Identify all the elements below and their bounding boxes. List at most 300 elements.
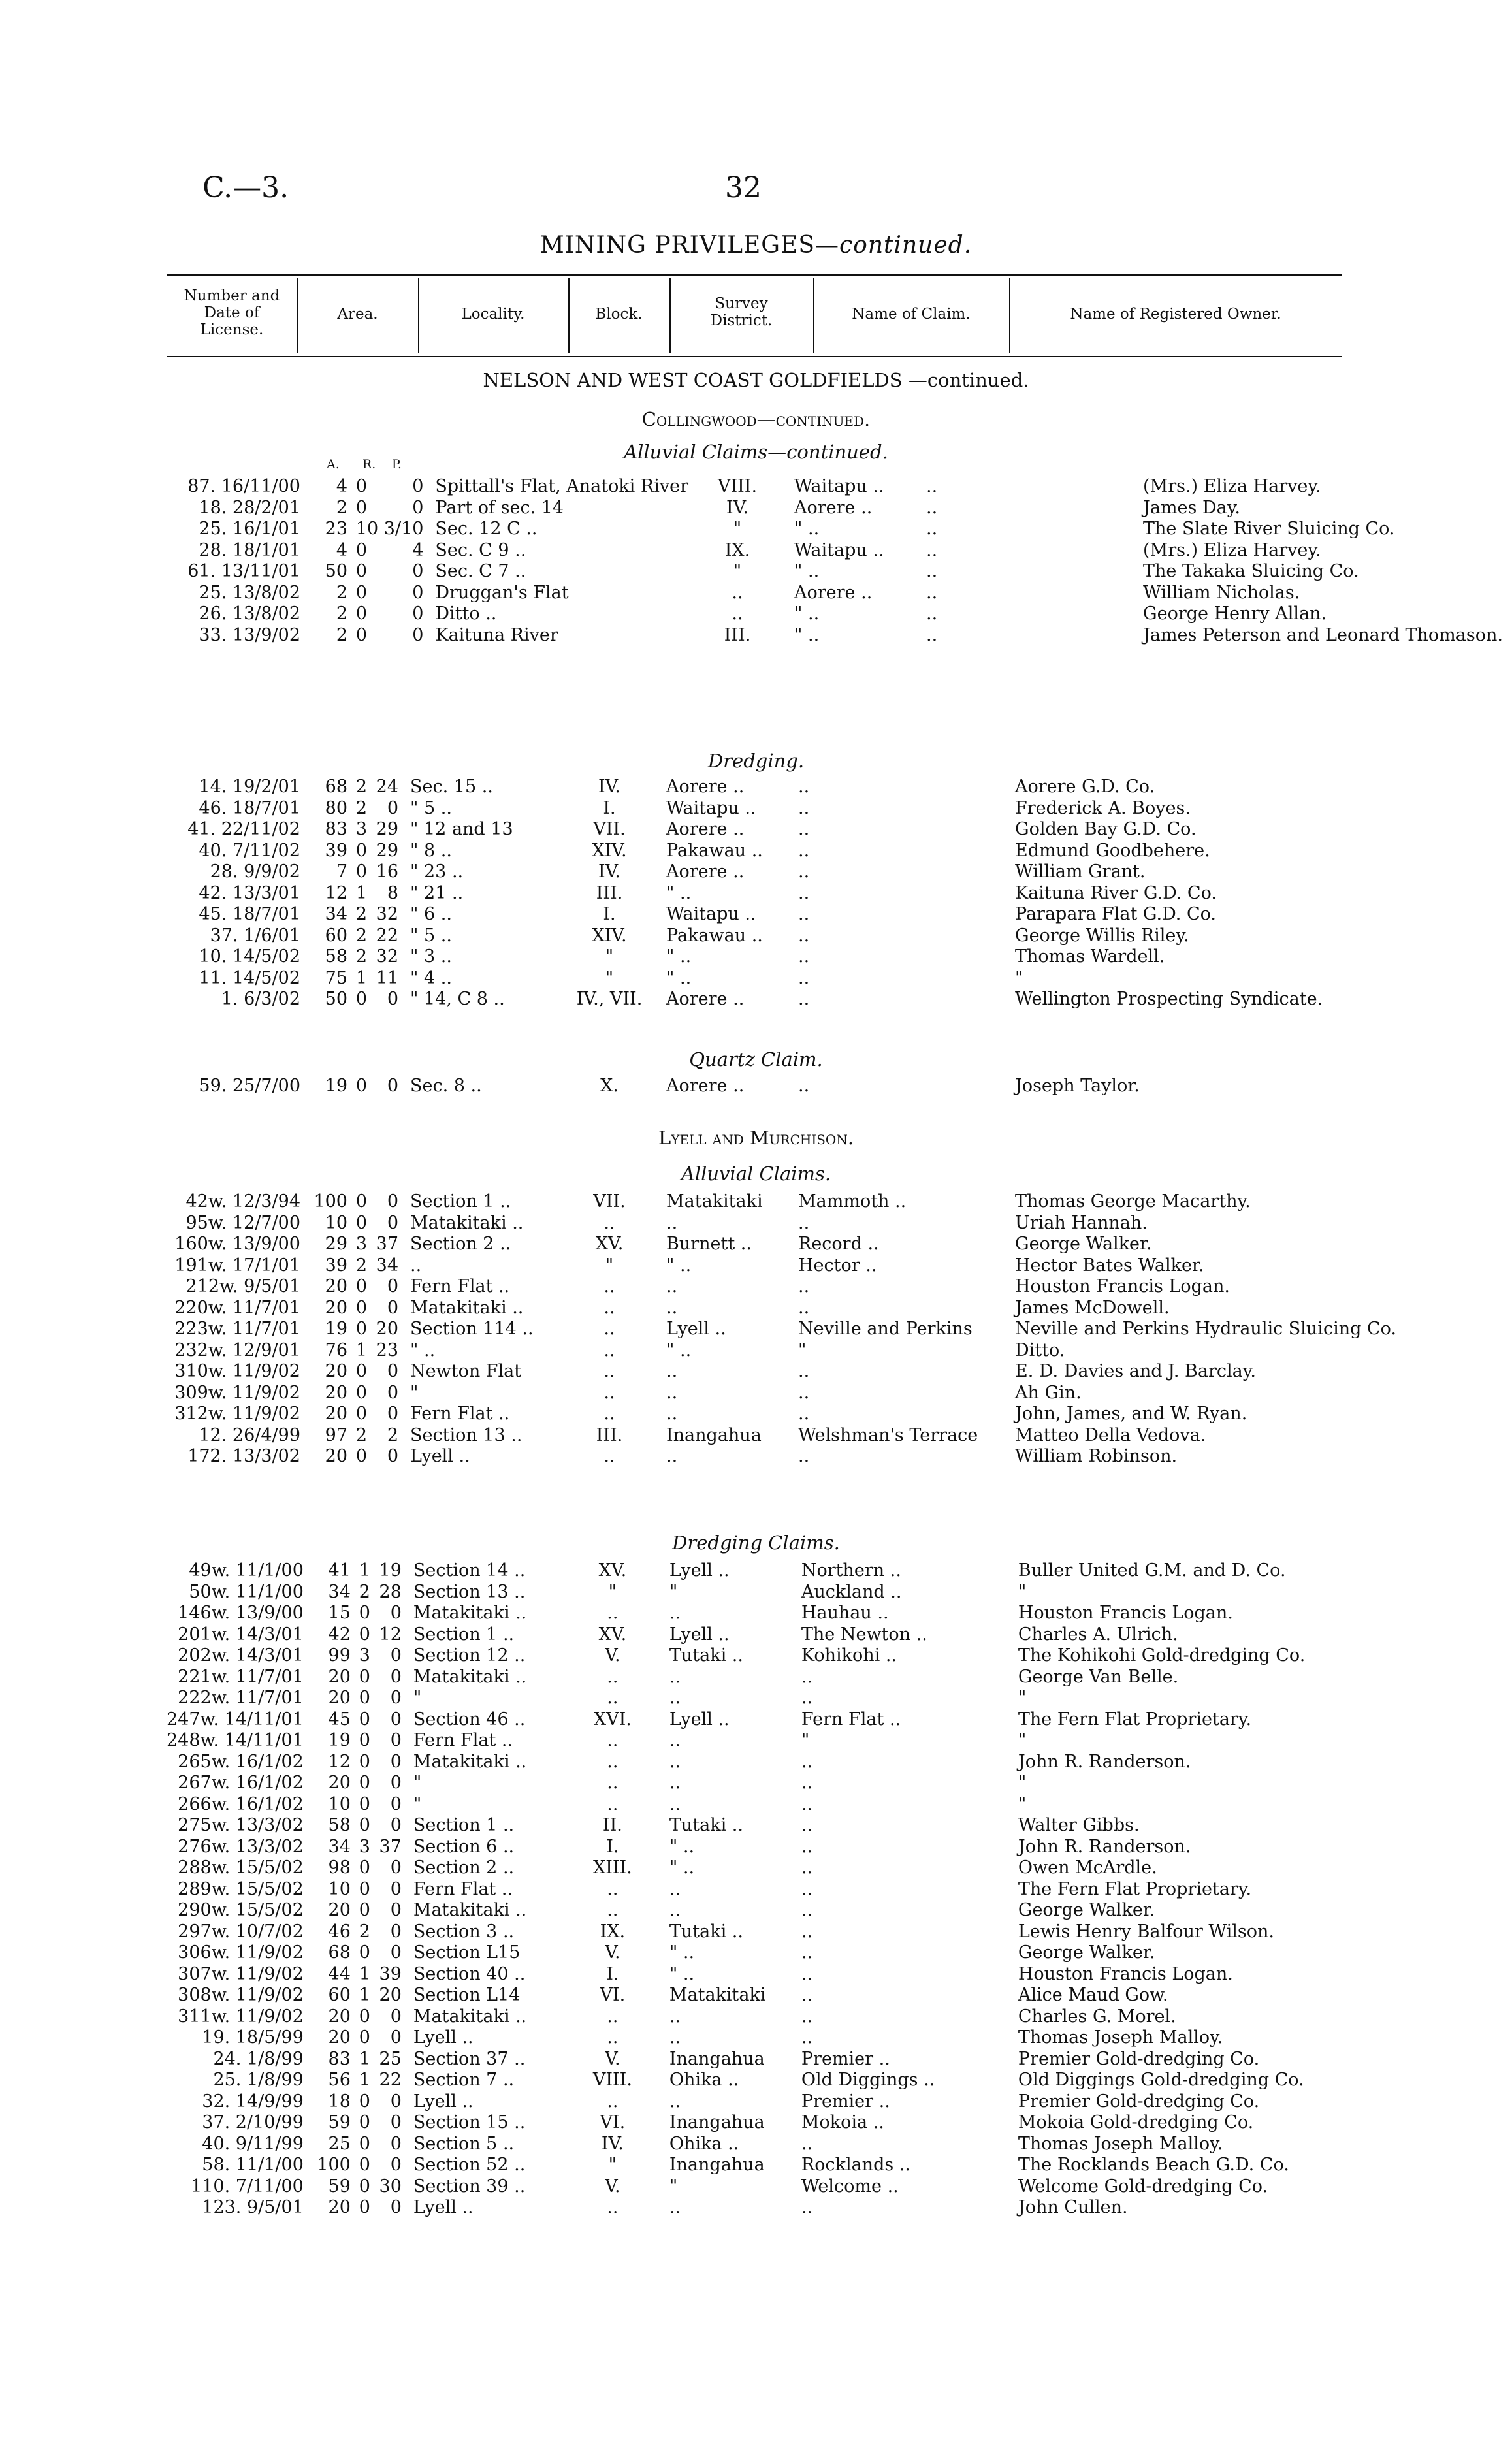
locality-cell: Section 37 ..: [413, 2048, 526, 2069]
license-cell: 191w. 17/1/01: [174, 1255, 300, 1276]
area-perches-cell: 0: [390, 2027, 402, 2048]
table-row: [167, 498, 1509, 520]
area-acres-cell: 39: [325, 1255, 347, 1276]
survey-district-cell: Ohika ..: [669, 2070, 739, 2090]
license-cell: 201w. 14/3/01: [178, 1624, 304, 1645]
area-roods-cell: 0: [355, 1319, 367, 1339]
block-cell: ": [733, 561, 742, 581]
claim-name-cell: ..: [926, 519, 938, 539]
area-perches-cell: 11: [376, 967, 398, 988]
owner-cell: (Mrs.) Eliza Harvey.: [1143, 476, 1321, 496]
claim-name-cell: Record ..: [798, 1234, 879, 1254]
license-cell: 41. 22/11/02: [187, 819, 300, 839]
area-roods-cell: 0: [359, 2155, 370, 2175]
area-perches-cell: 0: [412, 624, 424, 645]
license-cell: 40. 7/11/02: [199, 840, 300, 861]
area-perches-cell: 0: [390, 2155, 402, 2175]
claims-heading: Dredging Claims.: [672, 1532, 840, 1554]
col-header-survey-district: Survey District.: [710, 295, 773, 329]
area-roods-cell: 2: [359, 1581, 370, 1602]
block-cell: ..: [732, 603, 743, 624]
area-acres-cell: 18: [328, 2091, 351, 2112]
locality-cell: Ditto ..: [435, 603, 497, 624]
area-perches-cell: 32: [376, 946, 398, 967]
area-acres-cell: 12: [328, 1751, 351, 1772]
area-roods-cell: 0: [359, 2027, 370, 2048]
col-divider: [568, 278, 570, 353]
table-row: [167, 1426, 1396, 1447]
owner-cell: E. D. Davies and J. Barclay.: [1015, 1361, 1256, 1381]
area-acres-cell: 20: [328, 2006, 351, 2027]
owner-cell: Kaituna River G.D. Co.: [1015, 882, 1217, 903]
owner-cell: George Willis Riley.: [1015, 925, 1189, 946]
block-cell: ..: [603, 1446, 615, 1466]
survey-district-cell: ..: [669, 1793, 681, 1814]
area-roods-cell: 2: [355, 946, 367, 967]
owner-cell: Buller United G.M. and D. Co.: [1018, 1560, 1286, 1581]
col-divider: [297, 278, 298, 353]
block-cell: ..: [607, 1666, 619, 1687]
license-cell: 310w. 11/9/02: [174, 1361, 300, 1381]
block-cell: ..: [603, 1297, 615, 1318]
table-row: [167, 2155, 1384, 2177]
claim-name-cell: ..: [798, 1382, 810, 1403]
block-cell: IV.: [598, 777, 621, 797]
license-cell: 202w. 14/3/01: [178, 1645, 304, 1665]
area-acres-cell: 75: [325, 967, 347, 988]
table-row: [167, 1901, 1384, 1922]
area-roods-cell: 0: [355, 603, 367, 624]
area-perches-cell: 0: [412, 497, 424, 518]
owner-cell: Joseph Taylor.: [1015, 1076, 1140, 1096]
area-roods-cell: 1: [355, 519, 367, 539]
area-roods-cell: 0: [359, 1815, 370, 1835]
owner-cell: Premier Gold-dredging Co.: [1018, 2091, 1260, 2112]
area-unit-a: A.: [327, 457, 340, 472]
area-roods-cell: 0: [359, 1858, 370, 1878]
claim-name-cell: ..: [798, 925, 810, 946]
owner-cell: Frederick A. Boyes.: [1015, 797, 1191, 818]
locality-cell: Fern Flat ..: [413, 1878, 513, 1899]
block-cell: V.: [605, 1645, 620, 1665]
area-acres-cell: 20: [325, 1404, 347, 1424]
block-cell: XVI.: [593, 1709, 632, 1729]
survey-district-cell: ..: [669, 1878, 681, 1899]
area-perches-cell: 30: [379, 2176, 402, 2196]
license-cell: 266w. 16/1/02: [178, 1793, 304, 1814]
table-row: [167, 947, 1381, 969]
area-acres-cell: 4: [336, 476, 347, 496]
area-perches-cell: 0 3/10: [367, 519, 424, 539]
table-row: [167, 1667, 1384, 1689]
table-row: [167, 1965, 1384, 1986]
area-perches-cell: 0: [390, 1773, 402, 1793]
claim-name-cell: ..: [798, 819, 810, 839]
area-acres-cell: 83: [328, 2048, 351, 2069]
area-perches-cell: 0: [390, 1730, 402, 1750]
area-acres-cell: 59: [328, 2112, 351, 2132]
block-cell: ": [605, 946, 614, 967]
license-cell: 19. 18/5/99: [202, 2027, 304, 2048]
claim-name-cell: ..: [798, 904, 810, 924]
area-roods-cell: 0: [359, 1603, 370, 1623]
license-cell: 290w. 15/5/02: [178, 1900, 304, 1920]
area-acres-cell: 10: [325, 1212, 347, 1233]
area-perches-cell: 23: [376, 1340, 398, 1360]
owner-cell: Alice Maud Gow.: [1018, 1985, 1168, 2005]
table-row: [167, 1688, 1384, 1710]
area-roods-cell: 0: [359, 1730, 370, 1750]
claim-name-cell: ..: [801, 1688, 813, 1708]
owner-cell: Golden Bay G.D. Co.: [1015, 819, 1197, 839]
locality-cell: Spittall's Flat, Anatoki River: [435, 476, 689, 496]
area-perches-cell: 0: [390, 1858, 402, 1878]
area-acres-cell: 19: [325, 1076, 347, 1096]
locality-cell: Matakitaki ..: [413, 2006, 527, 2027]
block-cell: I.: [606, 1963, 619, 1984]
col-divider: [1009, 278, 1010, 353]
license-cell: 61. 13/11/01: [187, 561, 300, 581]
locality-cell: ": [413, 1688, 422, 1708]
table-row: [167, 1234, 1396, 1256]
claim-name-cell: ..: [798, 840, 810, 861]
area-perches-cell: 0: [387, 1404, 398, 1424]
block-cell: ": [608, 1581, 617, 1602]
block-cell: ": [605, 1255, 614, 1276]
license-cell: 32. 14/9/99: [202, 2091, 304, 2112]
area-perches-cell: 0: [412, 561, 424, 581]
survey-district-cell: ..: [669, 1688, 681, 1708]
area-perches-cell: 39: [379, 1963, 402, 1984]
owner-cell: Wellington Prospecting Syndicate.: [1015, 989, 1323, 1009]
locality-cell: Section 14 ..: [413, 1560, 526, 1581]
owner-cell: James Day.: [1143, 497, 1240, 518]
locality-cell: " ..: [410, 1340, 436, 1360]
page-title: MINING PRIVILEGES—continued.: [539, 232, 973, 259]
locality-cell: Fern Flat ..: [410, 1276, 510, 1296]
area-perches-cell: 0: [387, 1191, 398, 1212]
claims-heading: Alluvial Claims—continued.: [624, 441, 888, 463]
license-cell: 14. 19/2/01: [199, 777, 300, 797]
claim-name-cell: ..: [798, 989, 810, 1009]
owner-cell: Mokoia Gold-dredging Co.: [1018, 2112, 1254, 2132]
area-perches-cell: 0: [412, 582, 424, 603]
table-row: [167, 562, 1509, 583]
col-header-license: Number and Date of License.: [184, 287, 280, 338]
owner-cell: Thomas Joseph Malloy.: [1018, 2133, 1223, 2154]
col-header-locality: Locality.: [461, 306, 525, 323]
area-roods-cell: 1: [355, 882, 367, 903]
area-acres-cell: 2: [336, 624, 347, 645]
license-cell: 288w. 15/5/02: [178, 1858, 304, 1878]
claim-name-cell: ..: [926, 603, 938, 624]
table-row: [167, 519, 1509, 541]
area-roods-cell: 0: [359, 1751, 370, 1772]
area-acres-cell: 2: [336, 603, 347, 624]
area-perches-cell: 0: [387, 1297, 398, 1318]
license-cell: 42w. 12/3/94: [185, 1191, 300, 1212]
area-acres-cell: 39: [325, 840, 347, 861]
license-cell: 42. 13/3/01: [199, 882, 300, 903]
block-cell: IX.: [724, 539, 750, 560]
area-acres-cell: 100: [314, 1191, 347, 1212]
area-roods-cell: 0: [355, 624, 367, 645]
area-acres-cell: 20: [328, 1688, 351, 1708]
area-perches-cell: 2: [387, 1424, 398, 1445]
locality-cell: Section 3 ..: [413, 1921, 515, 1942]
area-perches-cell: 4: [412, 539, 424, 560]
license-cell: 232w. 12/9/01: [174, 1340, 300, 1360]
area-acres-cell: 7: [336, 861, 347, 882]
license-cell: 297w. 10/7/02: [178, 1921, 304, 1942]
area-perches-cell: 0: [390, 1645, 402, 1665]
claim-name-cell: ..: [798, 882, 810, 903]
locality-cell: " 14, C 8 ..: [410, 989, 505, 1009]
owner-cell: John Cullen.: [1018, 2197, 1128, 2217]
locality-cell: Section 12 ..: [413, 1645, 526, 1665]
area-perches-cell: 0: [390, 2112, 402, 2132]
area-roods-cell: 1: [355, 967, 367, 988]
locality-cell: " 21 ..: [410, 882, 464, 903]
locality-cell: Section 5 ..: [413, 2133, 515, 2154]
claim-name-cell: ..: [801, 2197, 813, 2217]
license-cell: 308w. 11/9/02: [178, 1985, 304, 2005]
area-acres-cell: 20: [328, 2197, 351, 2217]
locality-cell: Matakitaki ..: [413, 1666, 527, 1687]
table-row: [167, 2177, 1384, 2198]
survey-district-cell: Inangahua: [669, 2048, 765, 2069]
owner-cell: The Kohikohi Gold-dredging Co.: [1018, 1645, 1306, 1665]
col-header-claim: Name of Claim.: [852, 306, 971, 323]
header-top-rule: [167, 274, 1342, 276]
owner-cell: ": [1018, 1688, 1027, 1708]
locality-cell: " 6 ..: [410, 904, 452, 924]
area-roods-cell: 1: [359, 2048, 370, 2069]
area-acres-cell: 29: [325, 1234, 347, 1254]
header-bottom-rule: [167, 356, 1342, 357]
claim-name-cell: ..: [926, 582, 938, 603]
table-row: [167, 1583, 1384, 1604]
survey-district-cell: Lyell ..: [669, 1624, 730, 1645]
claims-heading: Quartz Claim.: [689, 1048, 823, 1070]
survey-district-cell: " ..: [666, 967, 692, 988]
claim-name-cell: ..: [926, 497, 938, 518]
table-row: [167, 2050, 1384, 2071]
claim-name-cell: ..: [798, 861, 810, 882]
license-cell: 25. 13/8/02: [199, 582, 300, 603]
area-perches-cell: 0: [390, 2006, 402, 2027]
area-acres-cell: 59: [328, 2176, 351, 2196]
area-roods-cell: 0: [355, 989, 367, 1009]
block-cell: ..: [732, 582, 743, 603]
area-perches-cell: 0: [390, 1942, 402, 1963]
table-row: [167, 1383, 1396, 1405]
survey-district-cell: ..: [669, 2027, 681, 2048]
area-roods-cell: 2: [355, 1424, 367, 1445]
area-acres-cell: 60: [328, 1985, 351, 2005]
claim-name-cell: Auckland ..: [801, 1581, 902, 1602]
table-row: [167, 2134, 1384, 2156]
area-roods-cell: 0: [355, 1382, 367, 1403]
license-cell: 59. 25/7/00: [199, 1076, 300, 1096]
area-roods-cell: 2: [355, 904, 367, 924]
area-perches-cell: 0: [390, 1603, 402, 1623]
page-number: 32: [725, 171, 762, 204]
survey-district-cell: ..: [666, 1276, 678, 1296]
survey-district-cell: ..: [669, 1751, 681, 1772]
area-roods-cell: 0: [359, 2091, 370, 2112]
area-roods-cell: 0: [355, 1212, 367, 1233]
table-row: [167, 1256, 1396, 1278]
block-cell: IV.: [601, 2133, 624, 2154]
claim-name-cell: Mokoia ..: [801, 2112, 884, 2132]
survey-district-cell: Tutaki ..: [669, 1921, 743, 1942]
claim-name-cell: ..: [798, 967, 810, 988]
claim-name-cell: ..: [801, 1921, 813, 1942]
survey-district-cell: ..: [669, 2006, 681, 2027]
locality-cell: Section 114 ..: [410, 1319, 534, 1339]
area-acres-cell: 20: [325, 1276, 347, 1296]
area-acres-cell: 83: [325, 819, 347, 839]
survey-district-cell: ..: [666, 1361, 678, 1381]
area-roods-cell: 0: [359, 1878, 370, 1899]
claim-name-cell: ": [801, 1730, 810, 1750]
area-perches-cell: 0: [412, 476, 424, 496]
survey-district-cell: ..: [669, 1900, 681, 1920]
table-row: [167, 541, 1509, 562]
claim-name-cell: ..: [801, 1666, 813, 1687]
license-cell: 172. 13/3/02: [187, 1446, 300, 1466]
license-cell: 212w. 9/5/01: [185, 1276, 300, 1296]
table-row: [167, 2028, 1384, 2050]
owner-cell: Edmund Goodbehere.: [1015, 840, 1210, 861]
locality-cell: " 5 ..: [410, 925, 452, 946]
owner-cell: George Henry Allan.: [1143, 603, 1327, 624]
claim-name-cell: ..: [926, 561, 938, 581]
area-acres-cell: 12: [325, 882, 347, 903]
license-cell: 311w. 11/9/02: [178, 2006, 304, 2027]
area-perches-cell: 0: [390, 1900, 402, 1920]
claim-name-cell: ": [798, 1340, 807, 1360]
license-cell: 223w. 11/7/01: [174, 1319, 300, 1339]
survey-district-cell: " ..: [669, 1963, 695, 1984]
locality-cell: Section 52 ..: [413, 2155, 526, 2175]
license-cell: 306w. 11/9/02: [178, 1942, 304, 1963]
locality-cell: ": [413, 1773, 422, 1793]
claims-heading: Dredging.: [707, 750, 805, 772]
license-cell: 45. 18/7/01: [199, 904, 300, 924]
claim-name-cell: ..: [801, 1900, 813, 1920]
claim-name-cell: ..: [801, 1773, 813, 1793]
table-row: [167, 799, 1381, 820]
owner-cell: (Mrs.) Eliza Harvey.: [1143, 539, 1321, 560]
area-perches-cell: 0: [390, 1709, 402, 1729]
area-acres-cell: 44: [328, 1963, 351, 1984]
claims-table: [167, 1076, 1381, 1098]
block-cell: XIV.: [592, 840, 627, 861]
area-perches-cell: 20: [379, 1985, 402, 2005]
table-row: [167, 1561, 1384, 1583]
area-perches-cell: 0: [390, 1688, 402, 1708]
survey-district-cell: " ..: [666, 1340, 692, 1360]
table-row: [167, 1731, 1384, 1752]
owner-cell: The Rocklands Beach G.D. Co.: [1018, 2155, 1289, 2175]
locality-cell: " 4 ..: [410, 967, 452, 988]
block-cell: ..: [603, 1319, 615, 1339]
claim-name-cell: Welcome ..: [801, 2176, 899, 2196]
block-cell: III.: [724, 624, 751, 645]
locality-cell: Section 1 ..: [413, 1815, 515, 1835]
table-row: [167, 1858, 1384, 1880]
area-acres-cell: 97: [325, 1424, 347, 1445]
block-cell: ..: [607, 1878, 619, 1899]
claim-name-cell: Neville and Perkins: [798, 1319, 973, 1339]
license-cell: 289w. 15/5/02: [178, 1878, 304, 1899]
claims-table: [167, 1192, 1396, 1468]
table-row: [167, 583, 1509, 605]
locality-cell: Section 39 ..: [413, 2176, 526, 2196]
claim-name-cell: ..: [801, 1858, 813, 1878]
locality-cell: Matakitaki ..: [413, 1900, 527, 1920]
block-cell: V.: [605, 1942, 620, 1963]
survey-district-cell: ": [669, 1581, 678, 1602]
owner-cell: Aorere G.D. Co.: [1015, 777, 1155, 797]
area-roods-cell: 0: [359, 2112, 370, 2132]
area-perches-cell: 0: [390, 1878, 402, 1899]
owner-cell: Hector Bates Walker.: [1015, 1255, 1204, 1276]
locality-cell: Section 1 ..: [410, 1191, 511, 1212]
license-cell: 37. 1/6/01: [210, 925, 300, 946]
owner-cell: Matteo Della Vedova.: [1015, 1424, 1206, 1445]
area-perches-cell: 0: [390, 1793, 402, 1814]
area-acres-cell: 19: [325, 1319, 347, 1339]
area-roods-cell: 0: [359, 1942, 370, 1963]
locality-cell: Lyell ..: [413, 2027, 474, 2048]
area-roods-cell: 0: [355, 1076, 367, 1096]
area-roods-cell: 0: [359, 2176, 370, 2196]
area-acres-cell: 20: [328, 1900, 351, 1920]
locality-cell: Section 46 ..: [413, 1709, 526, 1729]
area-acres-cell: 41: [328, 1560, 351, 1581]
owner-cell: The Slate River Sluicing Co.: [1143, 519, 1395, 539]
locality-cell: ": [410, 1382, 419, 1403]
claim-name-cell: ..: [798, 1297, 810, 1318]
area-acres-cell: 68: [328, 1942, 351, 1963]
area-perches-cell: 32: [376, 904, 398, 924]
area-perches-cell: 0: [390, 1666, 402, 1687]
license-cell: 25. 16/1/01: [199, 519, 300, 539]
claim-name-cell: Mammoth ..: [798, 1191, 907, 1212]
table-row: [167, 1319, 1396, 1341]
owner-cell: Ah Gin.: [1015, 1382, 1082, 1403]
locality-cell: Part of sec. 14: [435, 497, 564, 518]
area-roods-cell: 0: [355, 1404, 367, 1424]
area-acres-cell: 58: [325, 946, 347, 967]
col-header-block: Block.: [595, 306, 643, 323]
table-row: [167, 2092, 1384, 2114]
area-acres-cell: 58: [328, 1815, 351, 1835]
area-roods-cell: 0: [355, 539, 367, 560]
owner-cell: ": [1015, 967, 1023, 988]
locality-cell: Section L14: [413, 1985, 521, 2005]
area-perches-cell: 0: [390, 1751, 402, 1772]
area-perches-cell: 16: [376, 861, 398, 882]
license-cell: 265w. 16/1/02: [178, 1751, 304, 1772]
area-perches-cell: 0: [387, 1276, 398, 1296]
survey-district-cell: Aorere ..: [794, 497, 873, 518]
block-cell: XIV.: [592, 925, 627, 946]
license-cell: 309w. 11/9/02: [174, 1382, 300, 1403]
